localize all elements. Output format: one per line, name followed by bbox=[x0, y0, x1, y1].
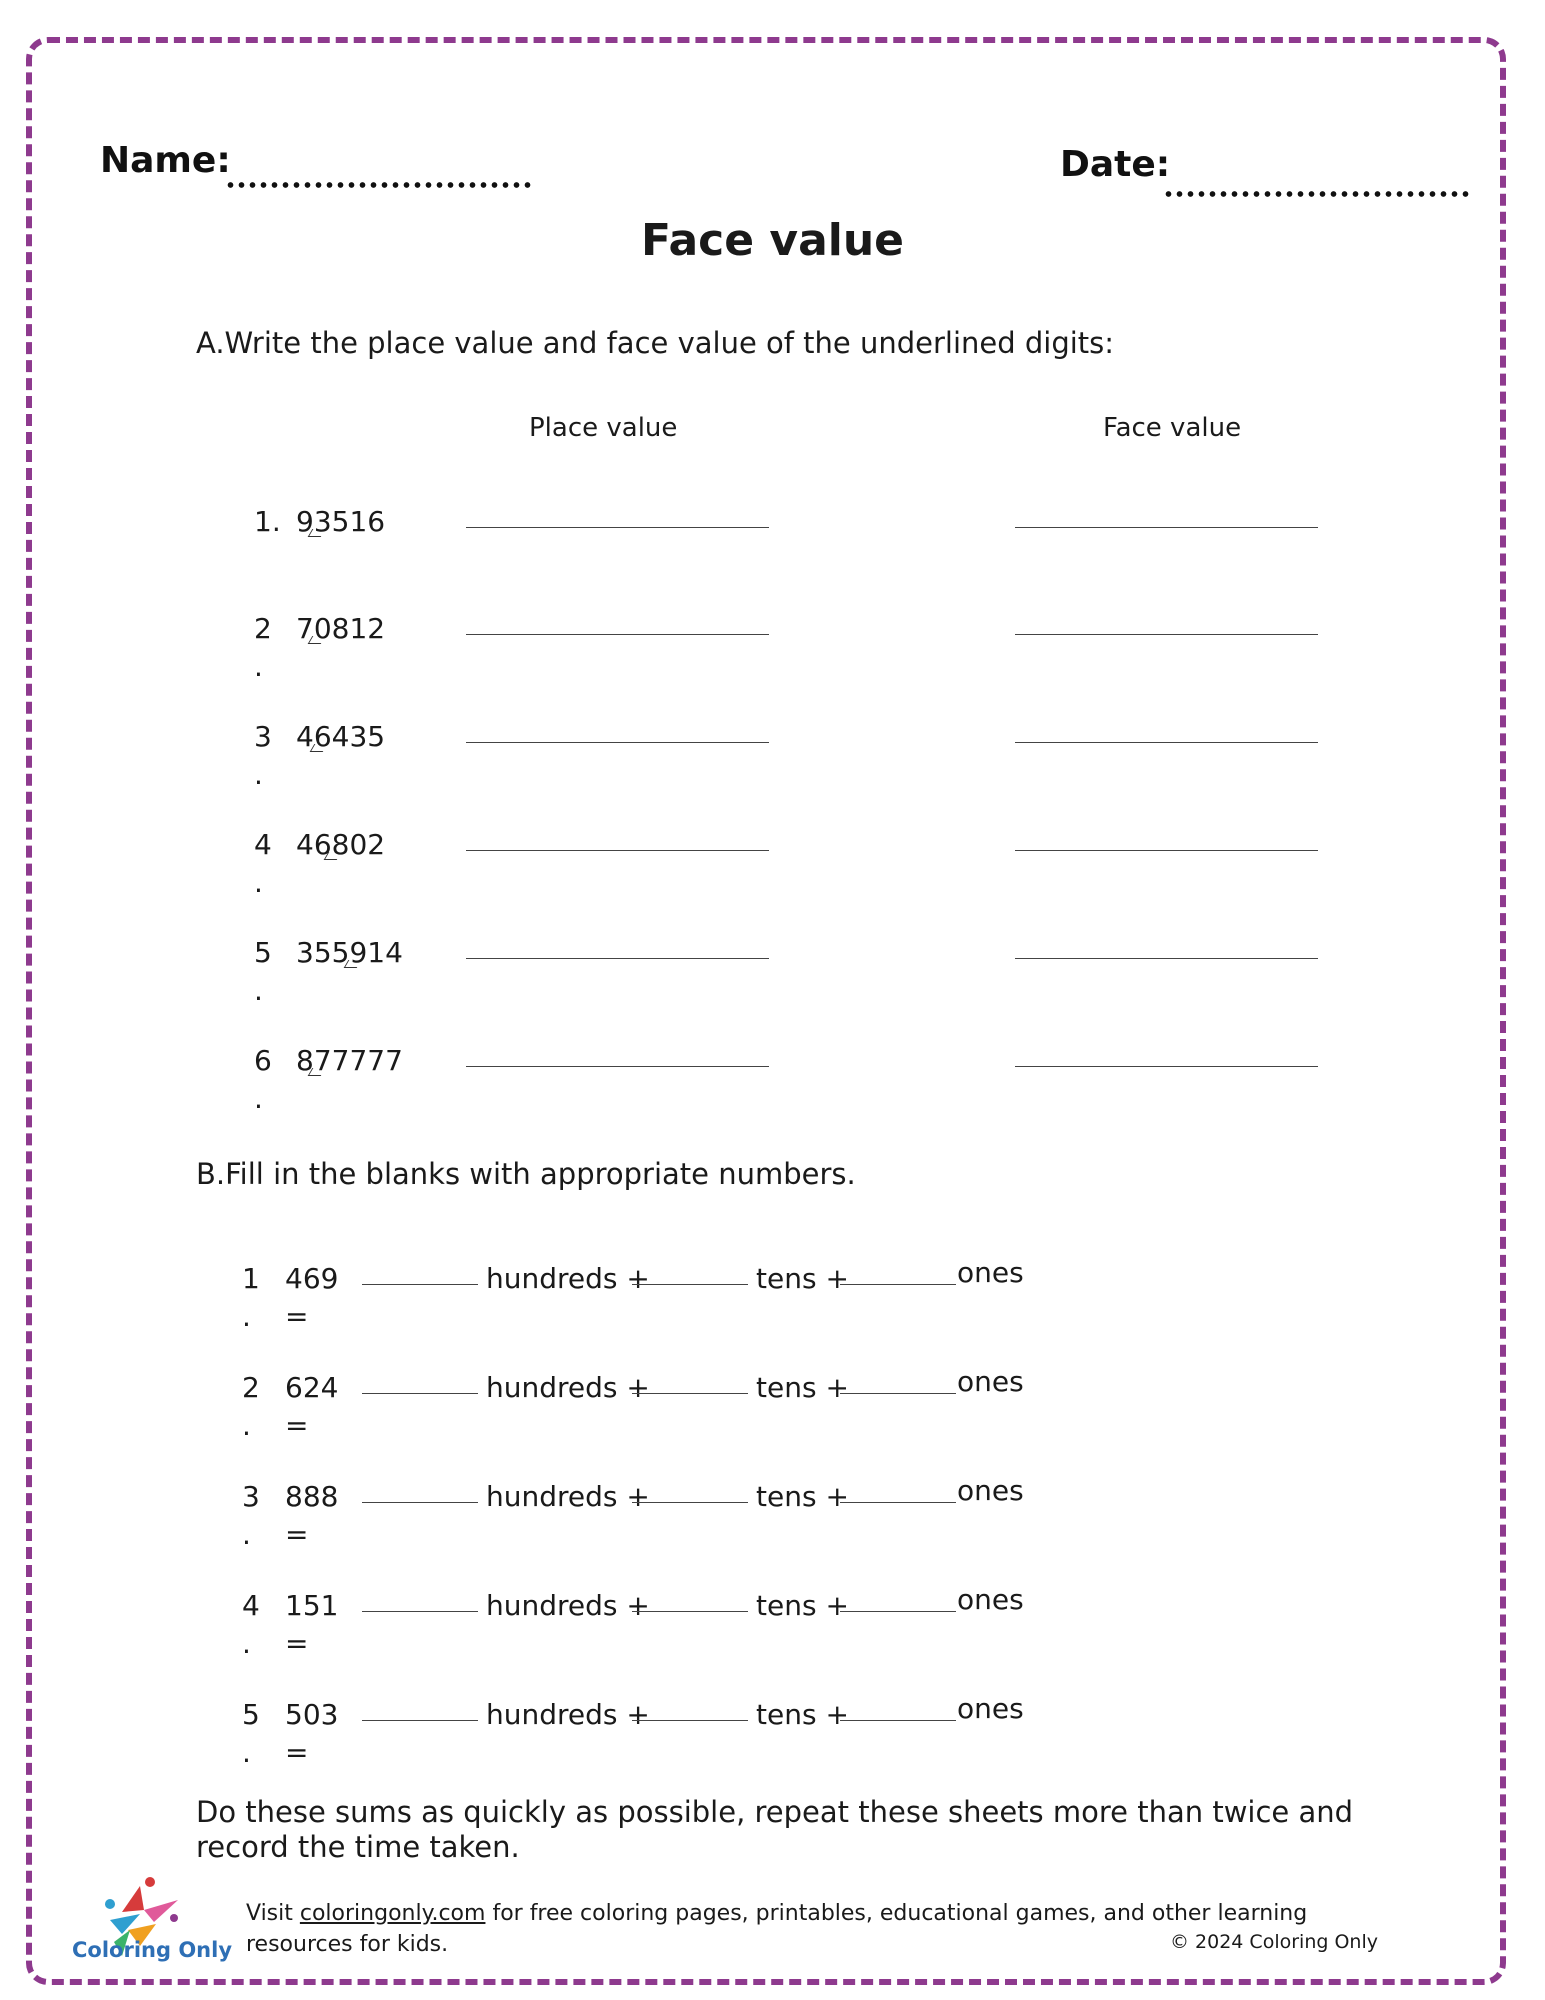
hundreds-label: hundreds + bbox=[486, 1698, 650, 1731]
item-number: 1. bbox=[254, 505, 281, 538]
column-header-face-value: Face value bbox=[1103, 413, 1242, 443]
face-value-answer-line[interactable] bbox=[1015, 850, 1318, 851]
tens-blank[interactable] bbox=[632, 1720, 748, 1721]
face-value-answer-line[interactable] bbox=[1015, 634, 1318, 635]
section-b-instruction: B.Fill in the blanks with appropriate numbers. bbox=[196, 1157, 856, 1191]
date-field[interactable] bbox=[1163, 190, 1473, 198]
face-value-answer-line[interactable] bbox=[1015, 1066, 1318, 1067]
column-header-place-value: Place value bbox=[529, 413, 678, 443]
item-number-dot: . bbox=[242, 1627, 251, 1660]
item-number-value: 624 bbox=[285, 1371, 339, 1404]
item-number-dot: . bbox=[254, 866, 263, 899]
equals-sign: = bbox=[285, 1409, 309, 1442]
logo-text: Coloring Only bbox=[72, 1938, 233, 1962]
copyright: © 2024 Coloring Only bbox=[1170, 1931, 1378, 1953]
face-value-answer-line[interactable] bbox=[1015, 527, 1318, 528]
item-number-dot: . bbox=[254, 758, 263, 791]
item-number-value: 46802 bbox=[296, 828, 386, 861]
hundreds-label: hundreds + bbox=[486, 1480, 650, 1513]
ones-blank[interactable] bbox=[840, 1502, 956, 1503]
ones-blank[interactable] bbox=[840, 1611, 956, 1612]
item-number-dot: . bbox=[242, 1300, 251, 1333]
place-value-answer-line[interactable] bbox=[466, 1066, 769, 1067]
item-number-dot: . bbox=[254, 650, 263, 683]
item-number-value: 151 bbox=[285, 1589, 339, 1622]
tens-label: tens + bbox=[756, 1698, 849, 1731]
hundreds-label: hundreds + bbox=[486, 1262, 650, 1295]
ones-blank[interactable] bbox=[840, 1284, 956, 1285]
tens-blank[interactable] bbox=[632, 1611, 748, 1612]
item-number-value: 93516 bbox=[296, 505, 386, 538]
ones-label: ones bbox=[957, 1365, 1024, 1398]
item-number: 6 bbox=[254, 1044, 272, 1077]
hundreds-blank[interactable] bbox=[362, 1720, 478, 1721]
footer-visit: Visit bbox=[246, 1901, 300, 1926]
hundreds-label: hundreds + bbox=[486, 1589, 650, 1622]
item-number-value: 469 bbox=[285, 1262, 339, 1295]
tens-blank[interactable] bbox=[632, 1284, 748, 1285]
hundreds-blank[interactable] bbox=[362, 1393, 478, 1394]
place-value-answer-line[interactable] bbox=[466, 958, 769, 959]
equals-sign: = bbox=[285, 1300, 309, 1333]
tens-label: tens + bbox=[756, 1480, 849, 1513]
item-number-dot: . bbox=[254, 1082, 263, 1115]
place-value-answer-line[interactable] bbox=[466, 850, 769, 851]
item-number: 4 bbox=[254, 828, 272, 861]
date-label: Date: bbox=[1060, 144, 1171, 185]
item-number: 5 bbox=[254, 936, 272, 969]
place-value-answer-line[interactable] bbox=[466, 527, 769, 528]
hundreds-blank[interactable] bbox=[362, 1284, 478, 1285]
timing-note: Do these sums as quickly as possible, repeat these sheets more than twice and record the time taken. bbox=[196, 1795, 1354, 1864]
item-number: 3 bbox=[242, 1480, 260, 1513]
equals-sign: = bbox=[285, 1736, 309, 1769]
name-label: Name: bbox=[100, 140, 231, 181]
hundreds-blank[interactable] bbox=[362, 1502, 478, 1503]
hundreds-blank[interactable] bbox=[362, 1611, 478, 1612]
place-value-answer-line[interactable] bbox=[466, 742, 769, 743]
item-number-dot: . bbox=[242, 1518, 251, 1551]
item-number-dot: . bbox=[242, 1736, 251, 1769]
item-number-value: 355914 bbox=[296, 936, 403, 969]
equals-sign: = bbox=[285, 1518, 309, 1551]
face-value-answer-line[interactable] bbox=[1015, 742, 1318, 743]
face-value-answer-line[interactable] bbox=[1015, 958, 1318, 959]
item-number-value: 877777 bbox=[296, 1044, 403, 1077]
tens-label: tens + bbox=[756, 1262, 849, 1295]
ones-label: ones bbox=[957, 1692, 1024, 1725]
tens-blank[interactable] bbox=[632, 1393, 748, 1394]
item-number-value: 888 bbox=[285, 1480, 339, 1513]
tens-label: tens + bbox=[756, 1589, 849, 1622]
name-field[interactable] bbox=[225, 181, 535, 189]
hundreds-label: hundreds + bbox=[486, 1371, 650, 1404]
item-number: 4 bbox=[242, 1589, 260, 1622]
equals-sign: = bbox=[285, 1627, 309, 1660]
ones-label: ones bbox=[957, 1256, 1024, 1289]
item-number-dot: . bbox=[242, 1409, 251, 1442]
tens-blank[interactable] bbox=[632, 1502, 748, 1503]
item-number-value: 70812 bbox=[296, 612, 386, 645]
footer-rest: for free coloring pages, printables, educational games, and other learning resources for kids. bbox=[246, 1901, 1308, 1957]
ones-blank[interactable] bbox=[840, 1720, 956, 1721]
place-value-answer-line[interactable] bbox=[466, 634, 769, 635]
item-number: 5 bbox=[242, 1698, 260, 1731]
item-number: 3 bbox=[254, 720, 272, 753]
ones-label: ones bbox=[957, 1474, 1024, 1507]
item-number-dot: . bbox=[254, 974, 263, 1007]
item-number: 1 bbox=[242, 1262, 260, 1295]
page-title: Face value bbox=[640, 215, 905, 266]
tens-label: tens + bbox=[756, 1371, 849, 1404]
item-number: 2 bbox=[242, 1371, 260, 1404]
item-number: 2 bbox=[254, 612, 272, 645]
ones-label: ones bbox=[957, 1583, 1024, 1616]
section-a-instruction: A.Write the place value and face value of the underlined digits: bbox=[196, 326, 1115, 360]
item-number-value: 503 bbox=[285, 1698, 339, 1731]
item-number-value: 46435 bbox=[296, 720, 386, 753]
footer-link[interactable]: coloringonly.com bbox=[299, 1901, 486, 1926]
ones-blank[interactable] bbox=[840, 1393, 956, 1394]
